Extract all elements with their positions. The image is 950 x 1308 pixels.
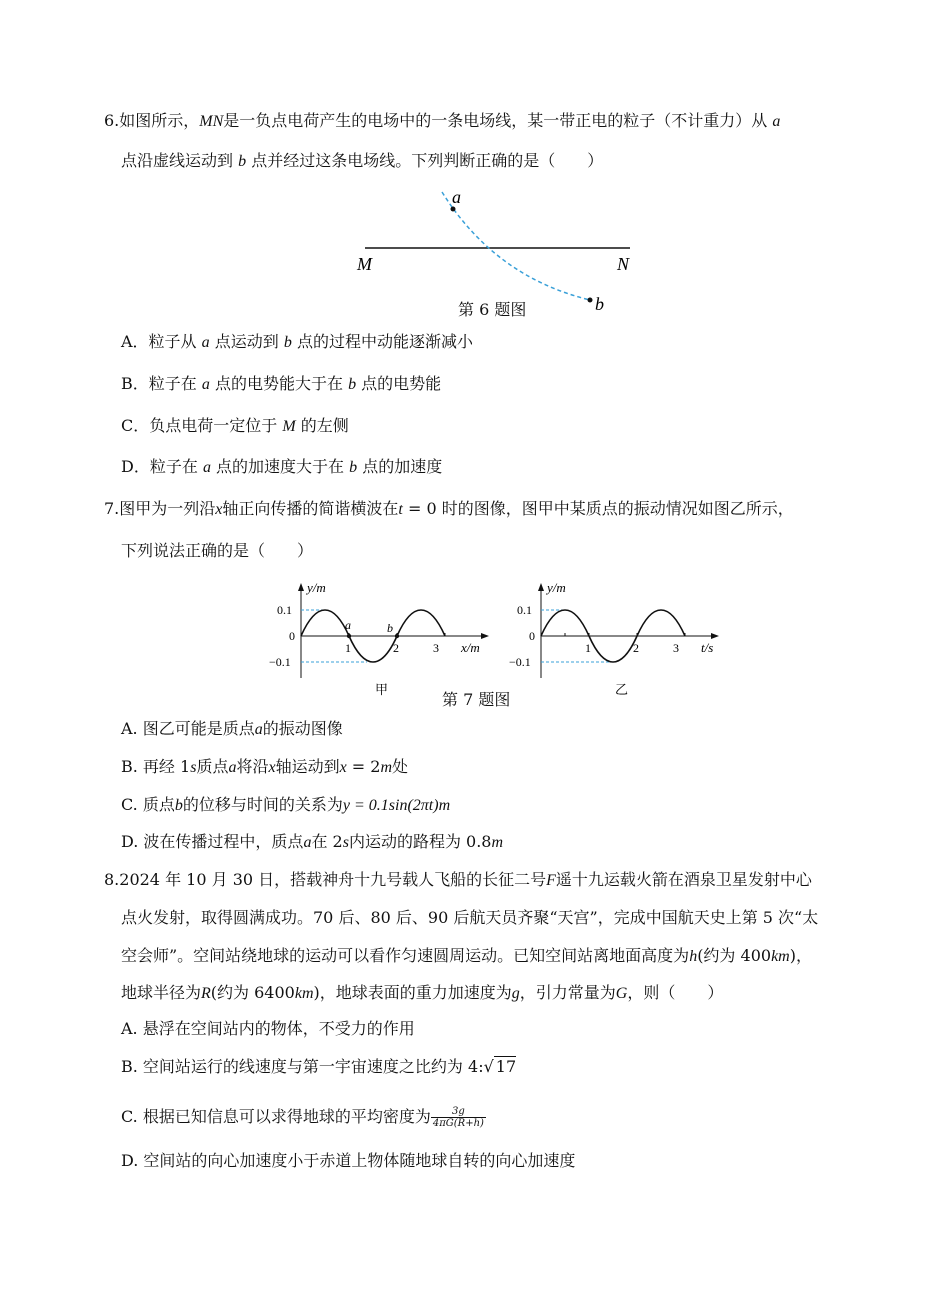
svg-text:1: 1 [345,641,351,655]
q8-option-c: C. 根据已知信息可以求得地球的平均密度为 $\frac{3g}{4\pi G(R+h)}$ [121,1106,484,1129]
q8-option-a: A. 悬浮在空间站内的物体，不受力的作用 [121,1019,415,1038]
svg-text:0.1: 0.1 [517,603,532,617]
q7-option-b: B. 再经 1s质点a将沿x轴运动到x = 2m处 [121,757,409,776]
q6-stem-line2: 点沿虚线运动到 b 点并经过这条电场线。下列判断正确的是（ ） [121,151,604,170]
label-M: M [357,254,372,274]
point-a [451,207,456,212]
label-a: a [452,187,461,207]
svg-text:乙: 乙 [615,682,629,697]
svg-text:−0.1: −0.1 [269,655,291,669]
svg-text:t/s: t/s [701,640,714,655]
svg-text:0.1: 0.1 [277,603,292,617]
label-b: b [595,294,604,314]
q6-option-d: D．粒子在 a 点的加速度大于在 b 点的加速度 [121,457,443,476]
svg-text:y/m: y/m [307,580,326,595]
q7-figure-jia [265,578,495,698]
q7-stem-line2: 下列说法正确的是（ ） [121,541,314,560]
label-N: N [617,254,630,274]
svg-text:−0.1: −0.1 [509,655,531,669]
svg-text:0: 0 [529,629,535,643]
svg-text:2: 2 [393,641,399,655]
q8-stem-line4: 地球半径为R(约为 6400km)，地球表面的重力加速度为g，引力常量为G，则（ ） [121,983,724,1002]
q6-stem-line1: 6.如图所示，MN是一负点电荷产生的电场中的一条电场线，某一带正电的粒子（不计重力）从 a [104,111,781,130]
svg-text:2: 2 [633,641,639,655]
q6-option-c: C．负点电荷一定位于 M 的左侧 [121,416,349,435]
svg-text:a: a [345,618,351,632]
sqrt-symbol: √ [483,1057,494,1076]
q8-stem-line2: 点火发射，取得圆满成功。70 后、80 后、90 后航天员齐聚“天宫”，完成中国航天史上第 5 次“太 [121,908,819,927]
svg-text:1: 1 [585,641,591,655]
svg-text:3: 3 [433,641,439,655]
svg-text:b: b [387,621,393,635]
q7-option-c: C. 质点b的位移与时间的关系为y = 0.1sin(2πt)m [121,795,451,814]
q8-stem-line1: 8.2024 年 10 月 30 日，搭载神舟十九号载人飞船的长征二号F遥十九运载火箭在酒泉卫星发射中心 [104,870,812,889]
q7-figure-yi [505,578,730,698]
q7-stem-line1: 7.图甲为一列沿x轴正向传播的简谐横波在t = 0 时的图像，图甲中某质点的振动情况如图乙所示， [104,499,794,518]
q6-figure-caption: 第 6 题图 [458,300,527,319]
q8-option-b: B. 空间站运行的线速度与第一宇宙速度之比约为 4:√ 17 [121,1057,517,1076]
svg-text:0: 0 [289,629,295,643]
q6-option-a: A．粒子从 a 点运动到 b 点的过程中动能逐渐减小 [121,332,473,351]
svg-text:3: 3 [673,641,679,655]
q8-option-d: D. 空间站的向心加速度小于赤道上物体随地球自转的向心加速度 [121,1151,576,1170]
particle-trajectory [442,192,590,300]
svg-text:甲: 甲 [375,682,389,697]
q7-option-d: D. 波在传播过程中，质点a在 2s内运动的路程为 0.8m [121,832,504,851]
svg-text:x/m: x/m [461,640,480,655]
q7-figure-caption: 第 7 题图 [442,690,511,709]
density-fraction: $\frac{3g}{4\pi G(R+h)}$ [432,1106,484,1129]
q7-option-a: A. 图乙可能是质点a的振动图像 [121,719,343,738]
q8-stem-line3: 空会师”。空间站绕地球的运动可以看作匀速圆周运动。已知空间站离地面高度为h(约为 400km)， [121,946,812,965]
point-b [588,298,593,303]
svg-text:y/m: y/m [547,580,566,595]
q6-option-b: B．粒子在 a 点的电势能大于在 b 点的电势能 [121,374,442,393]
